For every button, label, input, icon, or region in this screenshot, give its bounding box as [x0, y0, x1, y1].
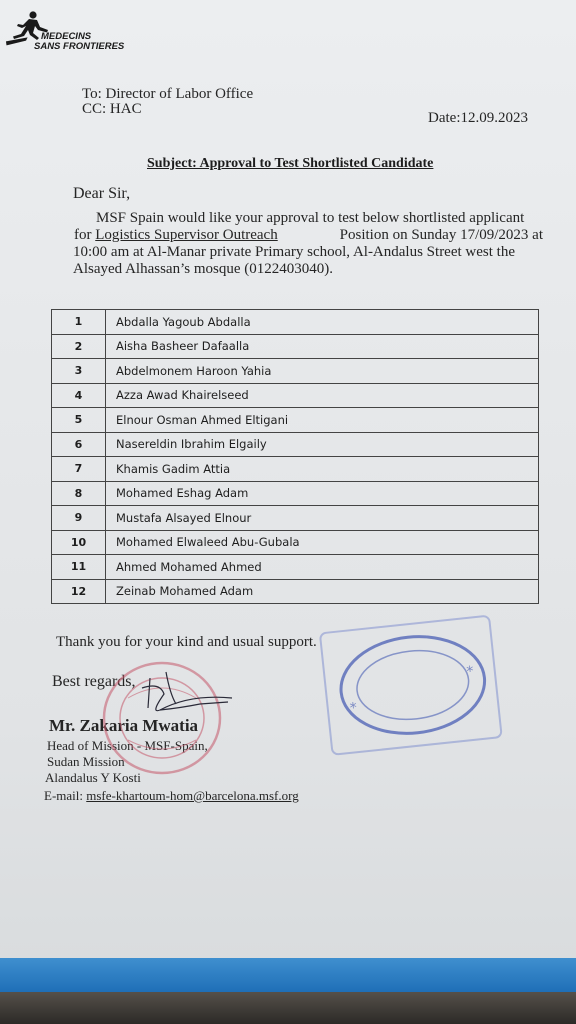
candidate-name: Mustafa Alsayed Elnour — [106, 506, 539, 531]
candidate-number: 6 — [52, 432, 106, 457]
candidate-number: 5 — [52, 408, 106, 433]
candidate-name: Azza Awad Khairelseed — [106, 383, 539, 408]
candidate-number: 3 — [52, 359, 106, 384]
candidate-number: 12 — [52, 579, 106, 604]
candidate-name: Aisha Basheer Dafaalla — [106, 334, 539, 359]
candidate-name: Elnour Osman Ahmed Eltigani — [106, 408, 539, 433]
blue-table-edge — [0, 958, 576, 992]
candidate-name: Khamis Gadim Attia — [106, 457, 539, 482]
signer-title: Head of Mission - MSF-Spain, — [47, 738, 208, 753]
email-link[interactable]: msfe-khartoum-hom@barcelona.msf.org — [86, 788, 299, 803]
salutation: Dear Sir, — [73, 185, 131, 202]
body-line-4: Alsayed Alhassan’s mosque (0122403040). — [73, 261, 333, 277]
body-line-1: MSF Spain would like your approval to test below shortlisted applicant — [96, 210, 525, 226]
body-line-2: for Logistics Supervisor Outreach Position on Sunday 17/09/2023 at — [74, 227, 543, 243]
email-line: E-mail: msfe-khartoum-hom@barcelona.msf.org — [44, 788, 299, 803]
table-row — [52, 408, 539, 433]
table-row — [52, 579, 539, 604]
candidate-number: 1 — [52, 310, 106, 335]
svg-text:*: * — [349, 700, 358, 717]
candidate-number: 11 — [52, 555, 106, 580]
subject-line: Subject: Approval to Test Shortlisted Candidate — [147, 156, 434, 171]
table-row — [52, 457, 539, 482]
dark-background — [0, 992, 576, 1024]
org-name-line1: MEDECINS — [41, 31, 92, 42]
regards-line: Best regards, — [52, 673, 136, 690]
candidate-name: Mohamed Elwaleed Abu-Gubala — [106, 530, 539, 555]
signature-icon — [120, 664, 250, 744]
candidate-number: 9 — [52, 506, 106, 531]
table-row — [52, 530, 539, 555]
candidate-name: Nasereldin Ibrahim Elgaily — [106, 432, 539, 457]
table-row — [52, 383, 539, 408]
mission-location: Alandalus Y Kosti — [45, 770, 141, 785]
candidates-table — [51, 309, 539, 604]
table-row — [52, 334, 539, 359]
recipient: To: Director of Labor Office — [82, 86, 254, 102]
table-row — [52, 481, 539, 506]
cc-line: CC: HAC — [82, 101, 142, 117]
candidate-number: 7 — [52, 457, 106, 482]
candidate-name: Abdelmonem Haroon Yahia — [106, 359, 539, 384]
mission-name: Sudan Mission — [47, 754, 125, 769]
table-row — [52, 359, 539, 384]
org-name-line2: SANS FRONTIERES — [34, 41, 125, 52]
body-line-3: 10:00 am at Al-Manar private Primary school, Al-Andalus Street west the — [73, 244, 515, 260]
candidate-name: Zeinab Mohamed Adam — [106, 579, 539, 604]
candidate-name: Abdalla Yagoub Abdalla — [106, 310, 539, 335]
table-row — [52, 310, 539, 335]
candidate-number: 10 — [52, 530, 106, 555]
thanks-line: Thank you for your kind and usual support. — [56, 634, 317, 650]
candidate-name: Ahmed Mohamed Ahmed — [106, 555, 539, 580]
blue-oval-stamp-icon — [318, 612, 508, 762]
candidate-name: Mohamed Eshag Adam — [106, 481, 539, 506]
svg-text:*: * — [465, 663, 475, 681]
table-row — [52, 555, 539, 580]
position-title: Logistics Supervisor Outreach — [95, 227, 278, 243]
signer-name: Mr. Zakaria Mwatia — [49, 716, 199, 735]
table-row — [52, 506, 539, 531]
letter-date: Date:12.09.2023 — [428, 110, 528, 126]
table-row — [52, 432, 539, 457]
candidate-number: 8 — [52, 481, 106, 506]
candidate-number: 2 — [52, 334, 106, 359]
candidate-number: 4 — [52, 383, 106, 408]
